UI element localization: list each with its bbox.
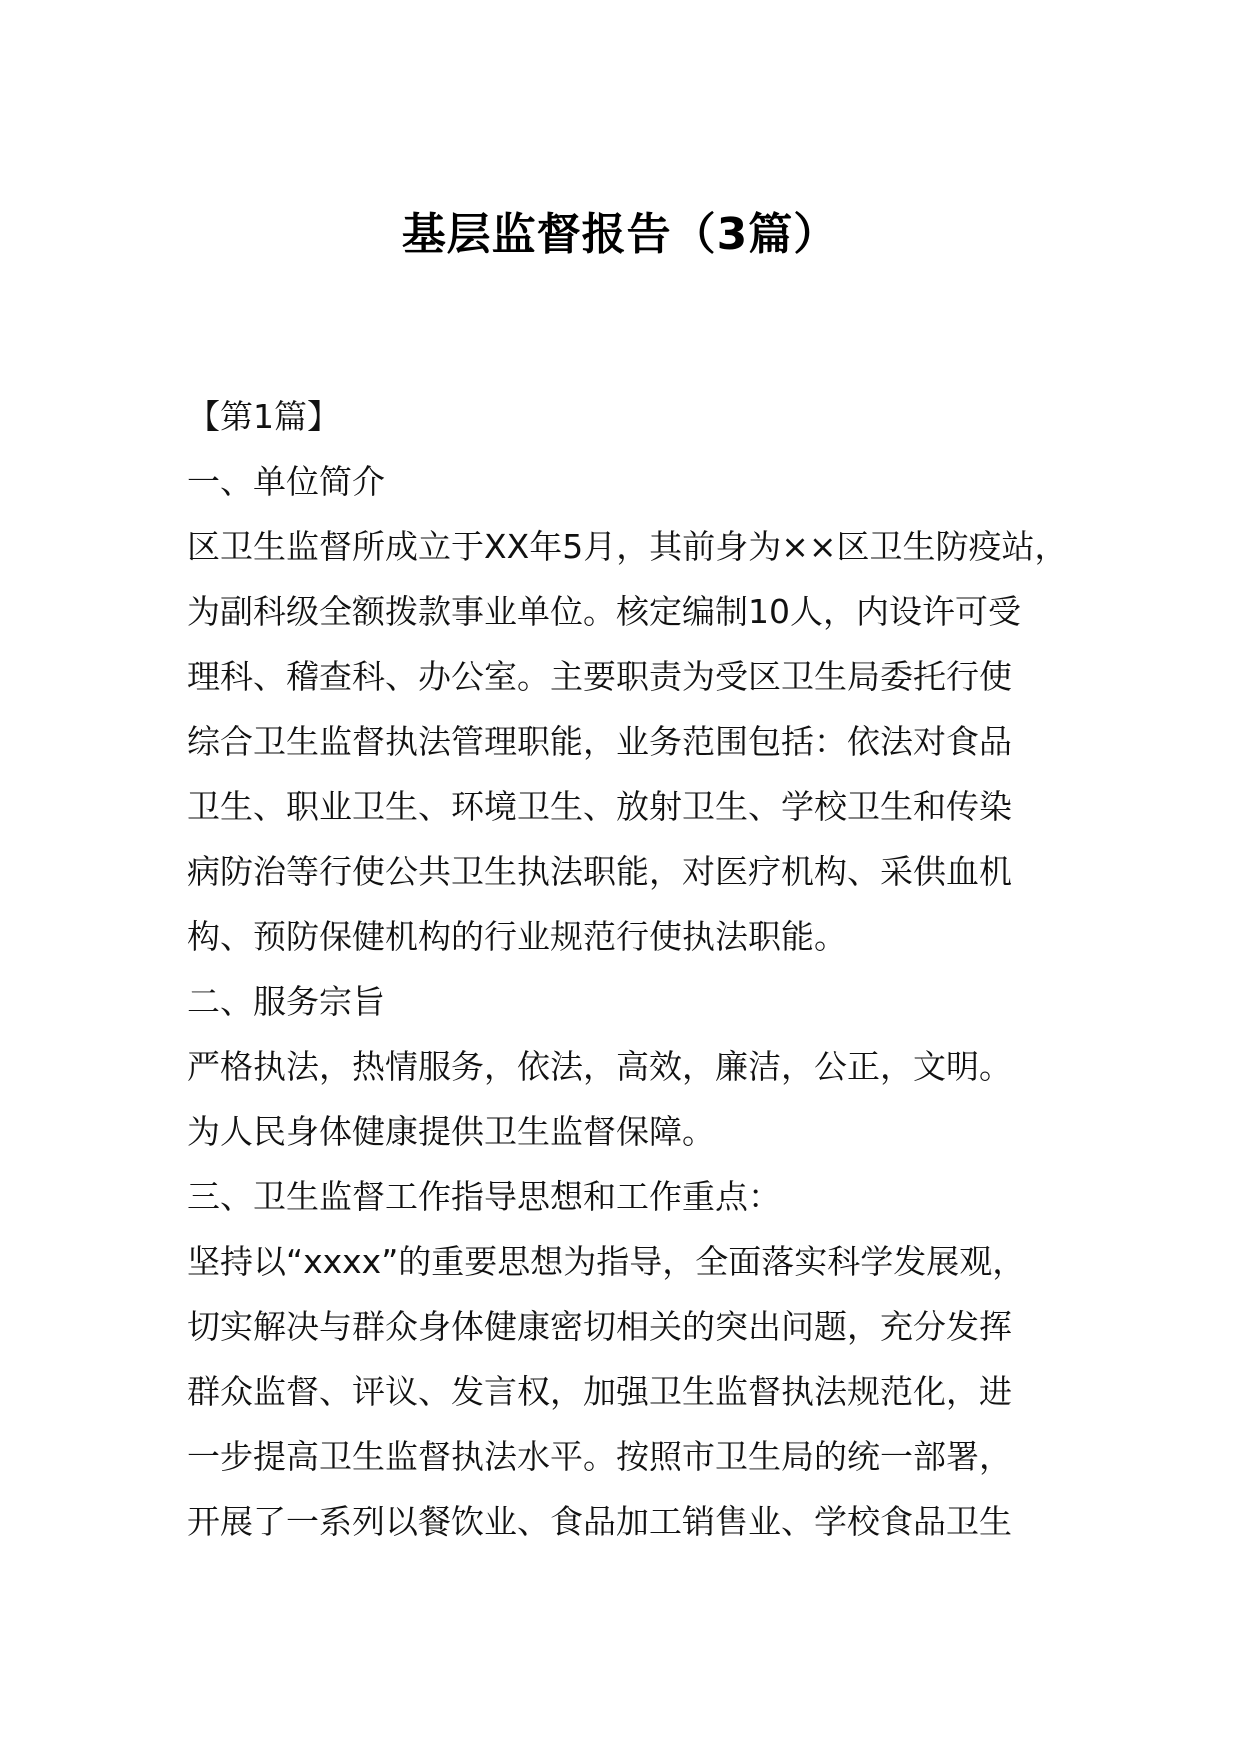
section-heading: 二、服务宗旨: [187, 982, 385, 1021]
document-body: [187, 384, 1087, 1554]
paragraph-line: 坚持以“xxxx”的重要思想为指导，全面落实科学发展观，: [187, 1242, 1026, 1281]
paragraph-line: 一步提高卫生监督执法水平。按照市卫生局的统一部署，: [187, 1437, 1012, 1476]
section-heading: 一、单位简介: [187, 462, 385, 501]
paragraph-line: 开展了一系列以餐饮业、食品加工销售业、学校食品卫生: [187, 1502, 1012, 1541]
paragraph-line: 区卫生监督所成立于XX年5月，其前身为××区卫生防疫站，: [187, 527, 1068, 566]
section-heading: 三、卫生监督工作指导思想和工作重点：: [187, 1177, 781, 1216]
paragraph-line: 切实解决与群众身体健康密切相关的突出问题，充分发挥: [187, 1307, 1012, 1346]
paragraph-line: 为人民身体健康提供卫生监督保障。: [187, 1112, 715, 1151]
paragraph-line: 病防治等行使公共卫生执法职能，对医疗机构、采供血机: [187, 852, 1012, 891]
document-title: 基层监督报告（3篇）: [401, 209, 839, 260]
paragraph-line: 严格执法，热情服务，依法，高效，廉洁，公正，文明。: [187, 1047, 1012, 1086]
section-marker: 【第1篇】: [187, 397, 340, 436]
paragraph-line: 为副科级全额拨款事业单位。核定编制10人，内设许可受: [187, 592, 1021, 631]
paragraph-line: 卫生、职业卫生、环境卫生、放射卫生、学校卫生和传染: [187, 787, 1012, 826]
paragraph-line: 理科、稽查科、办公室。主要职责为受区卫生局委托行使: [187, 657, 1012, 696]
paragraph-line: 构、预防保健机构的行业规范行使执法职能。: [187, 917, 847, 956]
paragraph-line: 群众监督、评议、发言权，加强卫生监督执法规范化，进: [187, 1372, 1012, 1411]
paragraph-line: 综合卫生监督执法管理职能，业务范围包括：依法对食品: [187, 722, 1012, 761]
